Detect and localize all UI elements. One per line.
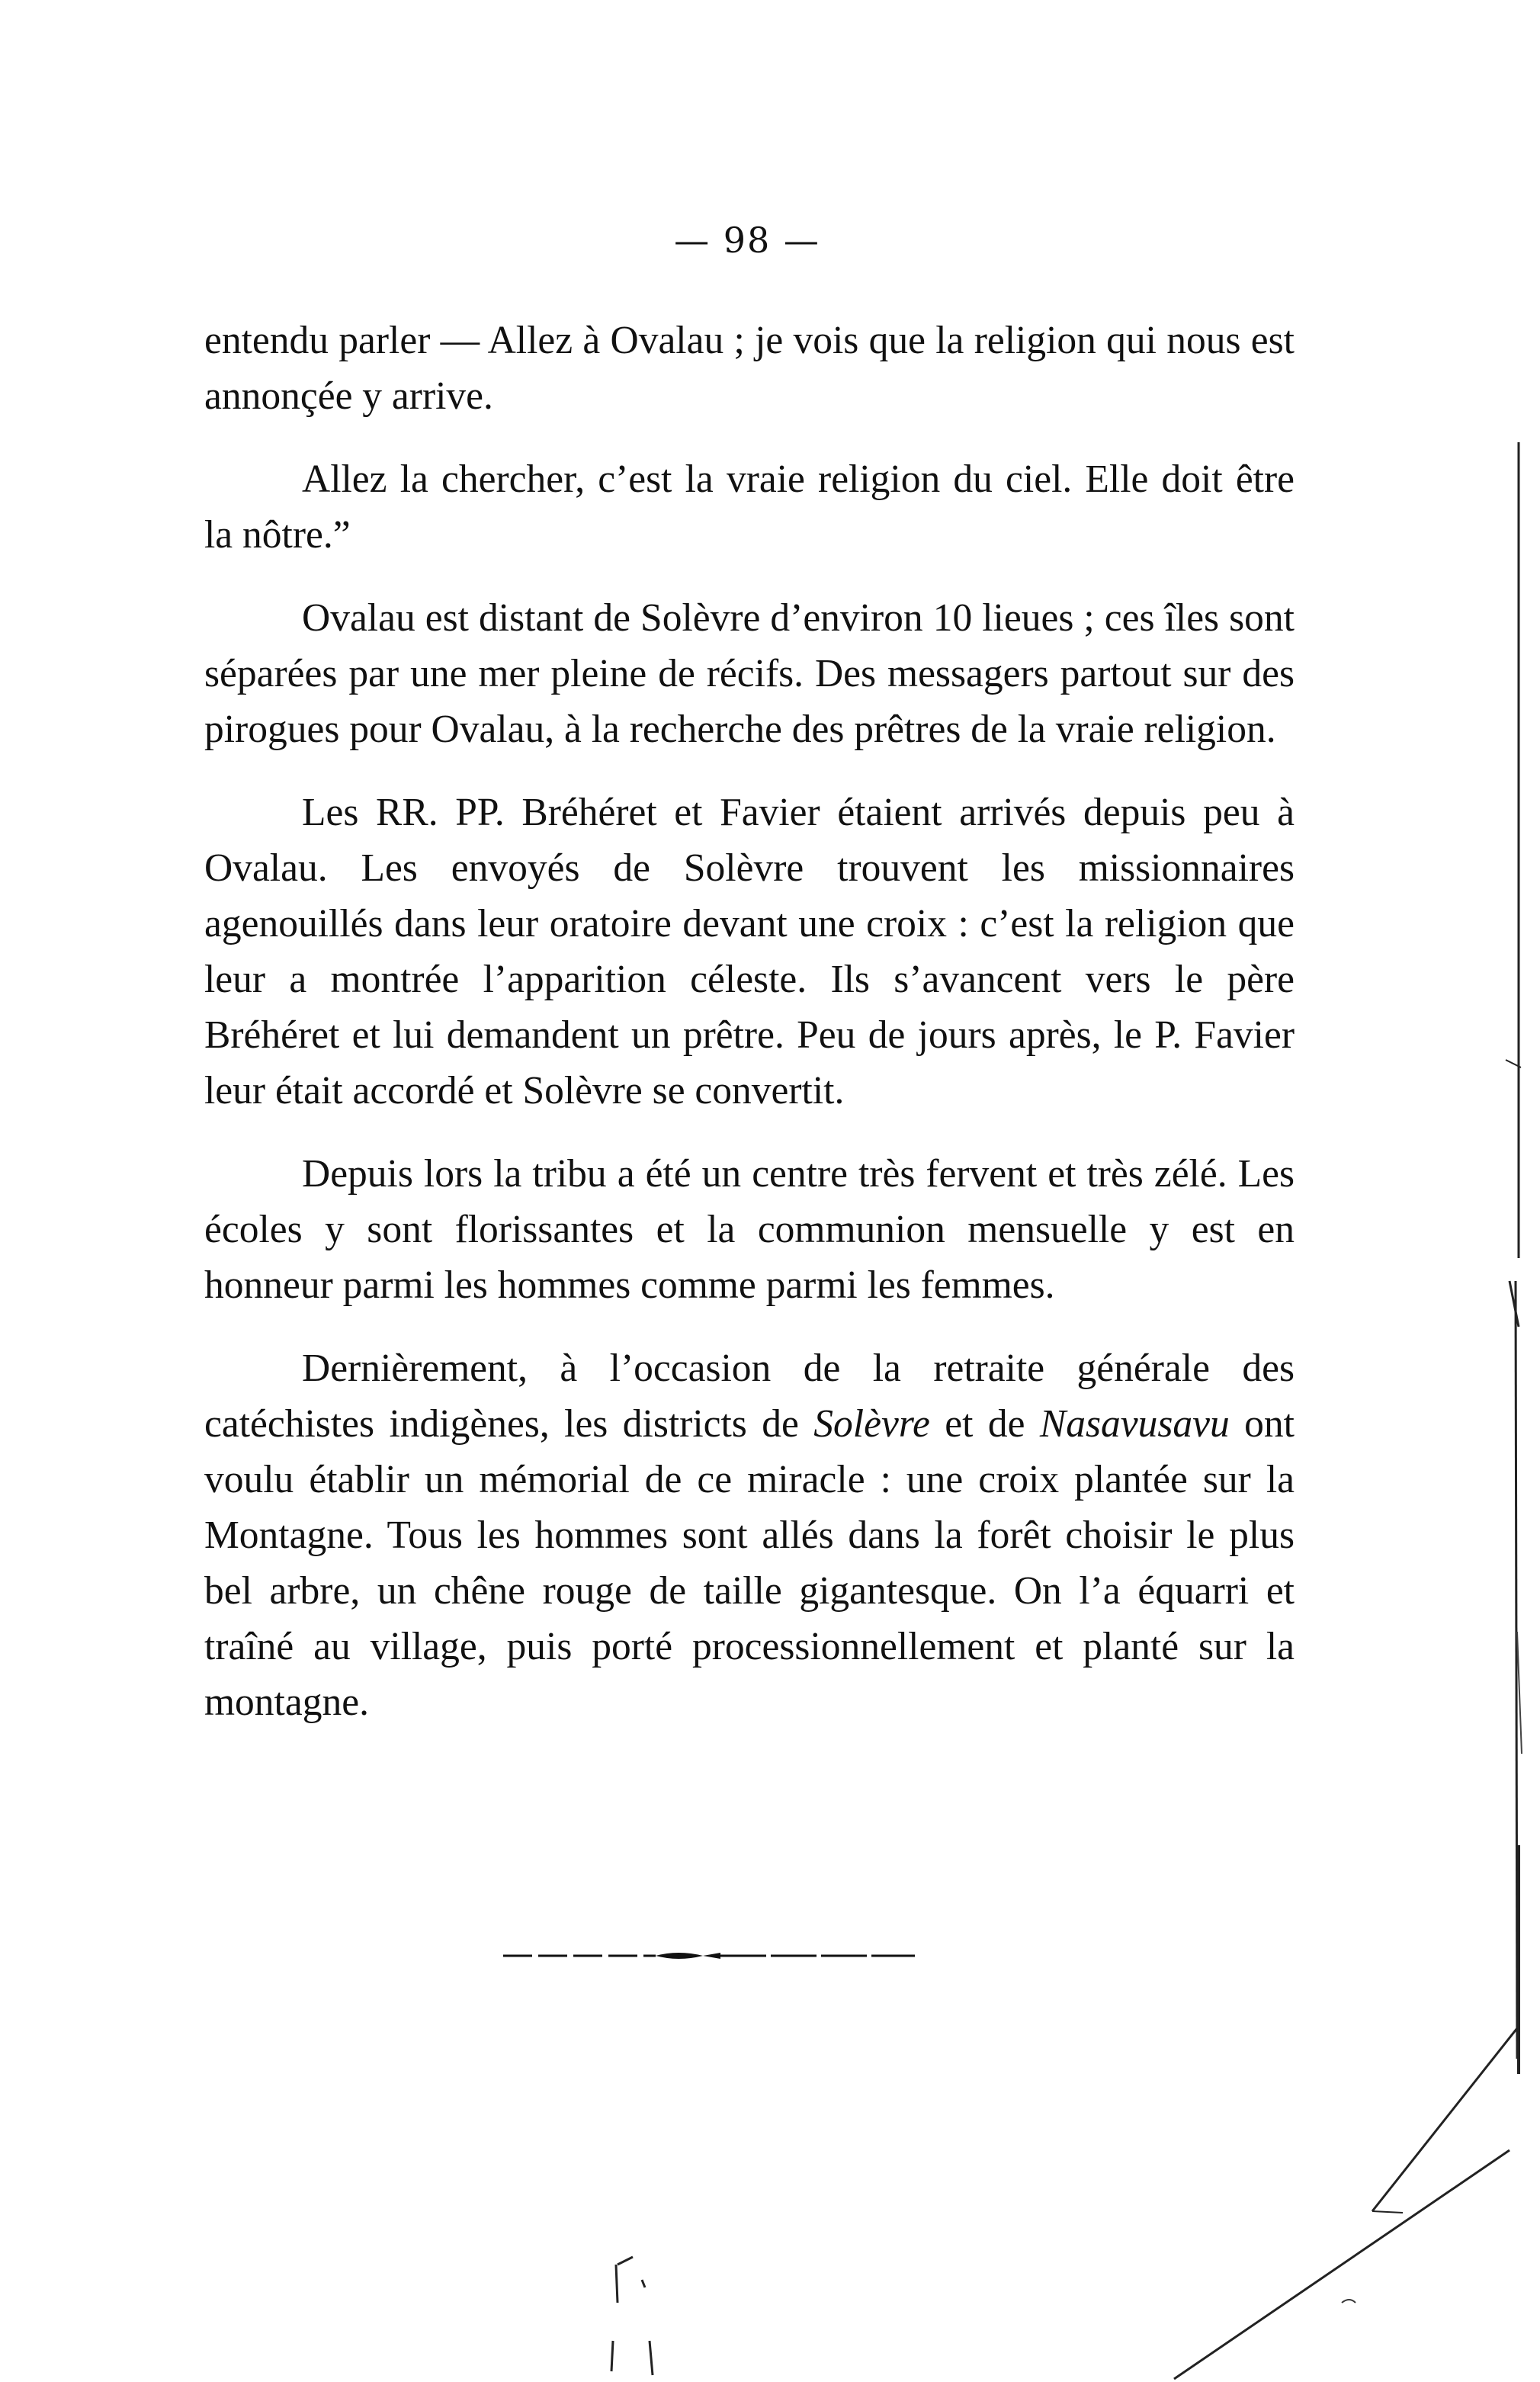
paragraph-text: et de — [929, 1402, 1040, 1446]
paragraph-text: Allez la chercher, c’est la vraie religion du ciel. Elle doit être la nôtre.” — [204, 457, 1295, 557]
paragraph — [204, 1340, 1295, 1730]
paragraph-text: ont voulu établir un mémorial de ce miracle : une croix plantée sur la Montagne. Tous les hommes sont allés dans la forêt choisir le plus bel arbre, un chêne rouge de taille gigantesque. On l’a équarri et traîné au village, puis porté processionnellement et planté sur la montagne. — [204, 1402, 1295, 1724]
paragraph-text: Dernièrement, à l’occasion de la retraite générale des catéchistes indigènes, les districts de — [204, 1347, 1295, 1446]
paragraph — [204, 313, 1295, 424]
paragraph-text: entendu parler — Allez à Ovalau ; je vois que la religion qui nous est annonçée y arrive. — [204, 319, 1295, 418]
bottom-scan-marks — [579, 2234, 701, 2379]
paragraph — [204, 1146, 1295, 1313]
body-text — [204, 313, 1295, 1758]
italic-place-name: Solèvre — [813, 1402, 930, 1446]
page-number: — 98 — — [674, 220, 820, 261]
ornament-divider — [503, 1948, 915, 1963]
italic-place-name: Nasavusavu — [1039, 1402, 1230, 1446]
margin-pen-strokes — [1144, 2013, 1540, 2382]
paragraph-text: Depuis lors la tribu a été un centre très fervent et très zélé. Les écoles y sont florissantes et la communion mensuelle y est en honneur parmi les hommes comme parmi les femmes. — [204, 1152, 1295, 1307]
paragraph — [204, 451, 1295, 563]
paragraph-text: Ovalau est distant de Solèvre d’environ 10 lieues ; ces îles sont séparées par une mer pleine de récifs. Des messagers partout sur des pirogues pour Ovalau, à la recherche des prêtres de la vraie religion. — [204, 596, 1295, 751]
paragraph-text: Les RR. PP. Bréhéret et Favier étaient arrivés depuis peu à Ovalau. Les envoyés de Solèvre trouvent les missionnaires agenouillés dans leur oratoire devant une croix : c’est la religion que leur a montrée l’apparition céleste. Ils s’avancent vers le père Bréhéret et lui demandent un prêtre. Peu de jours après, le P. Favier leur était accordé et Solèvre se convertit. — [204, 791, 1295, 1112]
paragraph — [204, 785, 1295, 1119]
paragraph — [204, 590, 1295, 757]
